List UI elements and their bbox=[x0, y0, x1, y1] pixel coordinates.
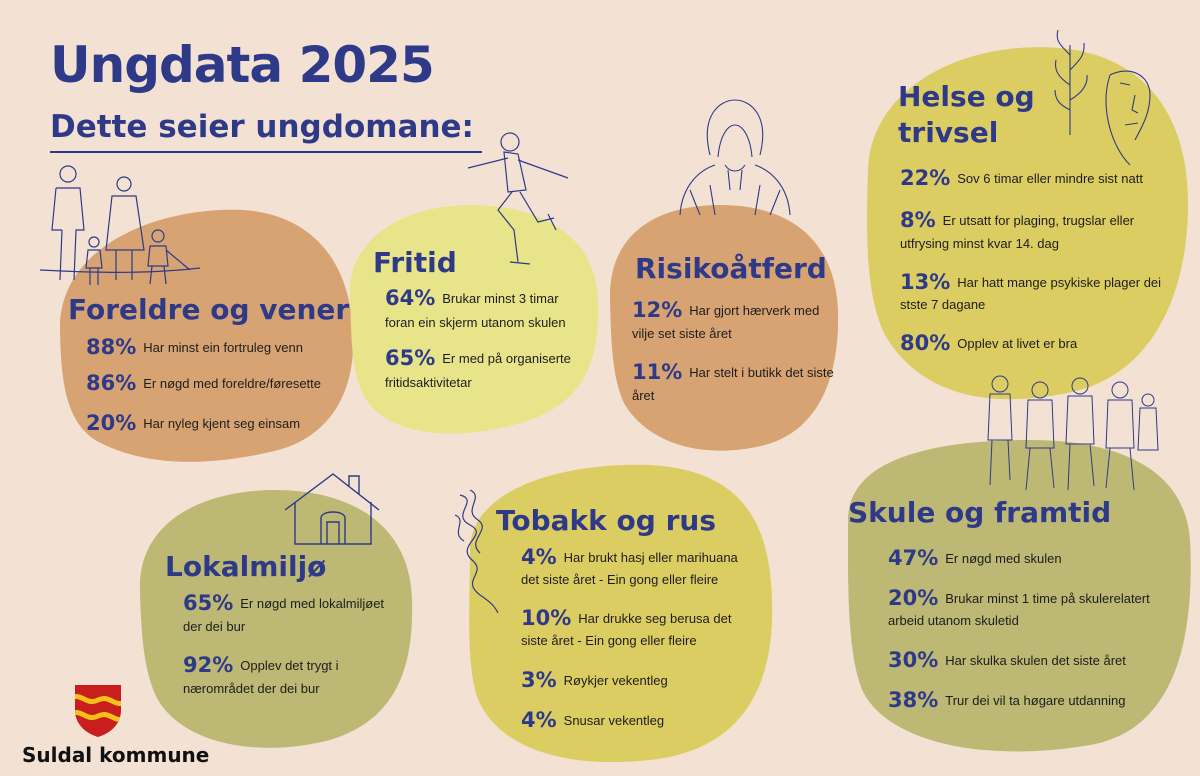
stat-percent: 64% bbox=[385, 286, 436, 310]
section-title-foreldre: Foreldre og vener bbox=[68, 293, 350, 326]
stat-percent: 22% bbox=[900, 166, 951, 190]
stat-text: Har brukt hasj eller marihuana bbox=[563, 550, 738, 565]
stat-percent: 65% bbox=[183, 591, 234, 615]
stat-percent: 92% bbox=[183, 653, 234, 677]
stat-percent: 20% bbox=[86, 411, 137, 435]
stat-fritid-1 bbox=[385, 288, 559, 309]
stat-risiko-2 bbox=[632, 362, 834, 383]
stat-text: Opplev at livet er bra bbox=[957, 336, 1078, 351]
stat-text: Røykjer vekentleg bbox=[563, 673, 668, 688]
stat-helse-3 bbox=[900, 272, 1161, 293]
stat-tobakk-1-line2: det siste året - Ein gong eller fleire bbox=[521, 572, 719, 587]
stat-text: Brukar minst 3 timar bbox=[442, 291, 559, 306]
stat-lokal-1-line2: der dei bur bbox=[183, 619, 246, 634]
stat-percent: 10% bbox=[521, 606, 572, 630]
stat-foreldre-3 bbox=[86, 413, 300, 434]
stat-text: Har stelt i butikk det siste bbox=[689, 365, 834, 380]
stat-fritid-1-line2: foran ein skjerm utanom skulen bbox=[385, 315, 566, 330]
stat-text: Er nøgd med foreldre/føresette bbox=[143, 376, 322, 391]
subtitle-underline bbox=[50, 151, 482, 153]
stat-tobakk-2 bbox=[521, 608, 731, 629]
stat-percent: 86% bbox=[86, 371, 137, 395]
stat-text: Er nøgd med lokalmiljøet bbox=[240, 596, 385, 611]
stat-risiko-2-line2: året bbox=[632, 388, 655, 403]
face-leaves-line-art bbox=[1040, 15, 1160, 165]
stat-text: Er med på organiserte bbox=[442, 351, 571, 366]
stat-risiko-1-line2: vilje set siste året bbox=[632, 326, 732, 341]
hooded-figure-line-art bbox=[670, 95, 800, 215]
stat-percent: 8% bbox=[900, 208, 936, 232]
family-line-art bbox=[40, 160, 200, 290]
stat-percent: 4% bbox=[521, 545, 557, 569]
stat-helse-2 bbox=[900, 210, 1134, 231]
stat-tobakk-1 bbox=[521, 547, 738, 568]
stat-lokal-2-line2: nærområdet der dei bur bbox=[183, 681, 320, 696]
stat-helse-4 bbox=[900, 333, 1077, 354]
stat-percent: 88% bbox=[86, 335, 137, 359]
stat-percent: 65% bbox=[385, 346, 436, 370]
stat-text: Har hatt mange psykiske plager dei bbox=[957, 275, 1162, 290]
stat-percent: 4% bbox=[521, 708, 557, 732]
section-title-tobakk: Tobakk og rus bbox=[496, 504, 716, 537]
stat-percent: 3% bbox=[521, 668, 557, 692]
stat-percent: 38% bbox=[888, 688, 939, 712]
municipality-logo-text: Suldal kommune bbox=[22, 743, 210, 767]
stat-tobakk-3 bbox=[521, 670, 668, 691]
stat-text: Er nøgd med skulen bbox=[945, 551, 1062, 566]
stat-text: Er utsatt for plaging, trugslar eller bbox=[942, 213, 1135, 228]
stat-foreldre-1 bbox=[86, 337, 303, 358]
stat-text: Brukar minst 1 time på skulerelatert bbox=[945, 591, 1150, 606]
stat-text: Har minst ein fortruleg venn bbox=[143, 340, 303, 355]
stat-text: Har gjort hærverk med bbox=[689, 303, 820, 318]
walking-group-line-art bbox=[970, 370, 1160, 495]
stat-helse-2-line2: utfrysing minst kvar 14. dag bbox=[900, 236, 1059, 251]
stat-percent: 30% bbox=[888, 648, 939, 672]
page-title: Ungdata 2025 bbox=[50, 36, 434, 94]
stat-tobakk-4 bbox=[521, 710, 664, 731]
stat-lokal-1 bbox=[183, 593, 384, 614]
stat-helse-3-line2: stste 7 dagane bbox=[900, 297, 986, 312]
section-title-fritid: Fritid bbox=[373, 246, 457, 279]
stat-percent: 20% bbox=[888, 586, 939, 610]
stat-percent: 80% bbox=[900, 331, 951, 355]
stat-tobakk-2-line2: siste året - Ein gong eller fleire bbox=[521, 633, 697, 648]
stat-percent: 47% bbox=[888, 546, 939, 570]
stat-text: Trur dei vil ta høgare utdanning bbox=[945, 693, 1126, 708]
section-title-helse-1: Helse og bbox=[898, 80, 1035, 113]
section-title-lokal: Lokalmiljø bbox=[165, 550, 327, 583]
stat-text: Snusar vekentleg bbox=[563, 713, 665, 728]
stat-skule-2 bbox=[888, 588, 1150, 609]
stat-fritid-2-line2: fritidsaktivitetar bbox=[385, 375, 472, 390]
stat-percent: 13% bbox=[900, 270, 951, 294]
stat-text: Har nyleg kjent seg einsam bbox=[143, 416, 301, 431]
stat-text: Har drukke seg berusa det bbox=[578, 611, 732, 626]
section-title-skule: Skule og framtid bbox=[848, 496, 1112, 529]
stat-foreldre-2 bbox=[86, 373, 321, 394]
stat-helse-1 bbox=[900, 168, 1143, 189]
stat-skule-1 bbox=[888, 548, 1062, 569]
stat-percent: 11% bbox=[632, 360, 683, 384]
section-title-helse-2: trivsel bbox=[898, 116, 999, 149]
stat-skule-2-line2: arbeid utanom skuletid bbox=[888, 613, 1019, 628]
section-title-risiko: Risikoåtferd bbox=[635, 252, 827, 285]
page-subtitle: Dette seier ungdomane: bbox=[50, 109, 474, 145]
house-line-art bbox=[283, 470, 383, 550]
stat-lokal-2 bbox=[183, 655, 339, 676]
stat-skule-3 bbox=[888, 650, 1126, 671]
stat-risiko-1 bbox=[632, 300, 819, 321]
coat-of-arms-icon bbox=[74, 684, 122, 738]
stat-text: Opplev det trygt i bbox=[240, 658, 339, 673]
stat-fritid-2 bbox=[385, 348, 571, 369]
stat-text: Sov 6 timar eller mindre sist natt bbox=[957, 171, 1143, 186]
stat-text: Har skulka skulen det siste året bbox=[945, 653, 1126, 668]
stat-skule-4 bbox=[888, 690, 1125, 711]
stat-percent: 12% bbox=[632, 298, 683, 322]
